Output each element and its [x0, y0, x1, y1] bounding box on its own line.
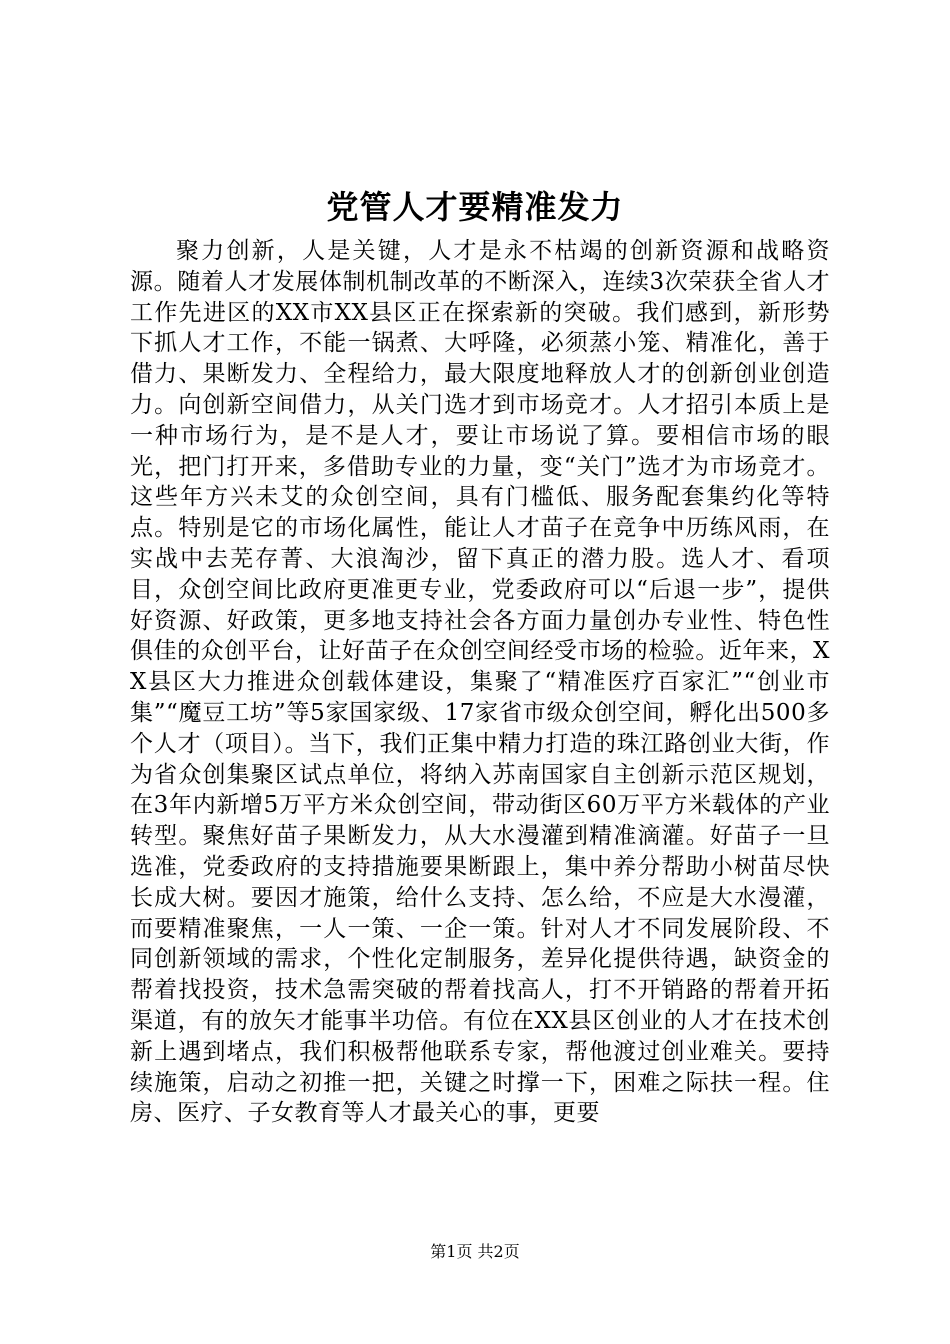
document-body-paragraph: 聚力创新，人是关键，人才是永不枯竭的创新资源和战略资源。随着人才发展体制机制改革的不断深入，连续3次荣获全省人才工作先进区的XX市XX县区正在探索新的突破。我们感到，新形势下抓人才工作，不能一锅煮、大呼隆，必须蒸小笼、精准化，善于借力、果断发力、全程给力，最大限度地释放人才的创新创业创造力。向创新空间借力，从关门选才到市场竞才。人才招引本质上是一种市场行为，是不是人才，要让市场说了算。要相信市场的眼光，把门打开来，多借助专业的力量，变“关门”选才为市场竞才。这些年方兴未艾的众创空间，具有门槛低、服务配套集约化等特点。特别是它的市场化属性，能让人才苗子在竞争中历练风雨，在实战中去芜存菁、大浪淘沙，留下真正的潜力股。选人才、看项目，众创空间比政府更准更专业，党委政府可以“后退一步”，提供好资源、好政策，更多地支持社会各方面力量创办专业性、特色性俱佳的众创平台，让好苗子在众创空间经受市场的检验。近年来，XX县区大力推进众创载体建设，集聚了“精准医疗百家汇”“创业市集”“魔豆工坊”等5家国家级、17家省市级众创空间，孵化出500多个人才（项目）。当下，我们正集中精力打造的珠江路创业大街，作为省众创集聚区试点单位，将纳入苏南国家自主创新示范区规划，在3年内新增5万平方米众创空间，带动街区60万平方米载体的产业转型。聚焦好苗子果断发力，从大水漫灌到精准滴灌。好苗子一旦选准，党委政府的支持措施要果断跟上，集中养分帮助小树苗尽快长成大树。要因才施策，给什么支持、怎么给，不应是大水漫灌，而要精准聚焦，一人一策、一企一策。针对人才不同发展阶段、不同创新领域的需求，个性化定制服务，差异化提供待遇，缺资金的帮着找投资，技术急需突破的帮着找高人，打不开销路的帮着开拓渠道，有的放矢才能事半功倍。有位在XX县区创业的人才在技术创新上遇到堵点，我们积极帮他联系专家，帮他渡过创业难关。要持续施策，启动之初推一把，关键之时撑一下，困难之际扶一程。住房、医疗、子女教育等人才最关心的事，更要	[130, 238, 830, 1127]
document-title: 党管人才要精准发力	[326, 188, 624, 226]
page-number-footer: 第1页 共2页	[430, 1242, 520, 1261]
